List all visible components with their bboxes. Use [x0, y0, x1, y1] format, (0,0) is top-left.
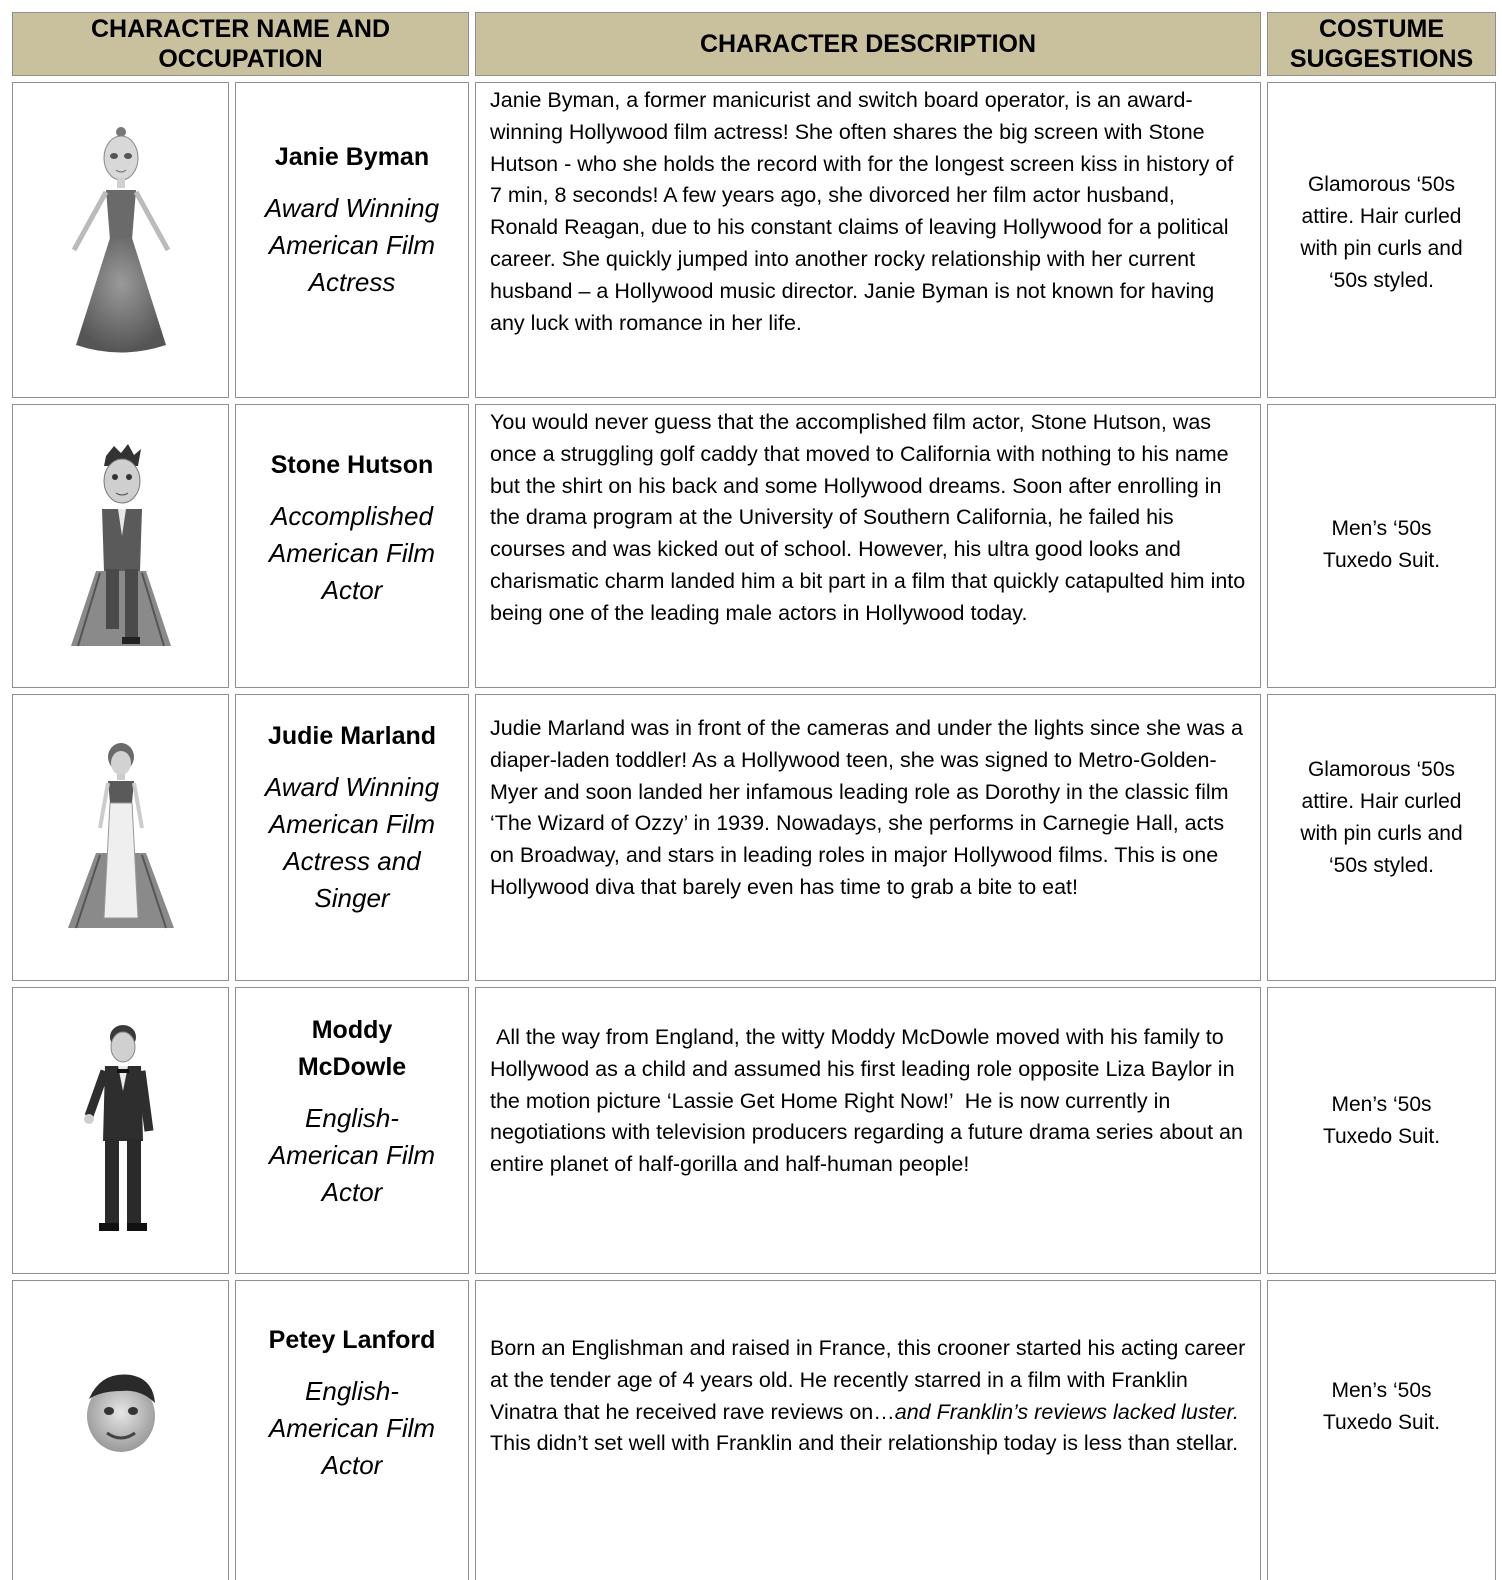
costume-suggestion: Glamorous ‘50s attire. Hair curled with pin curls and ‘50s styled. — [1300, 757, 1463, 877]
costume-suggestion: Men’s ‘50s Tuxedo Suit. — [1322, 1092, 1441, 1148]
character-name-cell — [235, 987, 469, 1274]
man-in-tuxedo-figure-icon — [71, 1021, 171, 1241]
character-portrait-cell — [12, 694, 229, 981]
character-portrait-cell — [12, 987, 229, 1274]
costume-suggestion-cell — [1267, 694, 1496, 981]
character-name: Moddy McDowle — [297, 1016, 407, 1081]
character-name-cell — [235, 694, 469, 981]
character-description: Janie Byman, a former manicurist and switch board operator, is an award-winning Hollywood film actress! She often shares the big screen with Stone Hutson - who she holds the record with for the longest screen kiss in history of 7 min, 8 seconds! A few years ago, she divorced her film actor husband, Ronald Reagan, due to his constant claims of leaving Hollywood for a political career. She quickly jumped into another rocky relationship with her current husband – a Hollywood music director. Janie Byman is not known for having any luck with romance in her life. — [490, 88, 1234, 335]
character-description: Judie Marland was in front of the cameras and under the lights since she was a diaper-laden toddler! As a Hollywood teen, she was signed to Metro-Golden-Myer and soon landed her infamous leading role as Dorothy in the classic film ‘The Wizard of Ozzy’ in 1939. Nowadays, she performs in Carnegie Hall, acts on Broadway, and stars in leading roles in major Hollywood films. This is one Hollywood diva that barely even has time to grab a bite to eat! — [490, 716, 1243, 899]
character-description: All the way from England, the witty Moddy McDowle moved with his family to Hollywood as a child and assumed his first leading role opposite Liza Baylor in the motion picture ‘Lassie Get Home Right Now!’ He is now currently in negotiations with television producers regarding a future drama series about an entire planet of half-gorilla and half-human people! — [490, 1025, 1249, 1177]
costume-suggestion-cell — [1267, 987, 1496, 1274]
character-occupation: English-American Film Actor — [268, 1103, 436, 1207]
character-name-cell — [235, 404, 469, 688]
character-description-cell — [475, 82, 1261, 398]
header-costume-suggestions — [1267, 12, 1496, 76]
character-occupation: Accomplished American Film Actor — [268, 501, 436, 605]
character-occupation: Award Winning American Film Actress and Singer — [264, 772, 440, 913]
character-description: You would never guess that the accomplished film actor, Stone Hutson, was once a struggling golf caddy that moved to California with nothing to his name but the shirt on his back and some Hollywood dreams. Soon after enrolling in the drama program at the University of Southern California, he failed his courses and was kicked out of school. However, his ultra good looks and charismatic charm landed him a bit part in a film that quickly catapulted him into being one of the leading male actors in Hollywood today. — [490, 410, 1246, 625]
header-description-label: CHARACTER DESCRIPTION — [699, 30, 1037, 58]
character-description-cell — [475, 1280, 1261, 1580]
character-name-cell — [235, 82, 469, 398]
man-on-red-carpet-figure-icon — [66, 441, 176, 651]
character-description-emphasis: and Franklin’s reviews lacked luster. — [894, 1399, 1239, 1424]
character-portrait-cell — [12, 82, 229, 398]
character-occupation: English-American Film Actor — [268, 1376, 436, 1480]
character-description-part: Born an Englishman and raised in France, this crooner started his acting career at the tender age of 4 years old. He recently starred in a film with Franklin Vinatra that he received rave reviews on… — [490, 1336, 1246, 1424]
costume-suggestion-cell — [1267, 404, 1496, 688]
character-name: Janie Byman — [274, 143, 430, 171]
woman-in-gown-figure-icon — [66, 120, 176, 360]
character-description-cell — [475, 987, 1261, 1274]
character-name: Stone Hutson — [270, 451, 434, 479]
character-description-part: This didn’t set well with Franklin and their relationship today is less than stellar. — [490, 1399, 1251, 1456]
costume-suggestion-cell — [1267, 82, 1496, 398]
costume-suggestion: Glamorous ‘50s attire. Hair curled with pin curls and ‘50s styled. — [1300, 173, 1463, 292]
character-name: Petey Lanford — [268, 1326, 436, 1354]
header-name-occupation — [12, 12, 469, 76]
character-portrait-cell — [12, 404, 229, 688]
character-name: Judie Marland — [267, 722, 437, 750]
character-portrait-cell — [12, 1280, 229, 1580]
character-occupation: Award Winning American Film Actress — [264, 193, 440, 297]
costume-suggestion: Men’s ‘50s Tuxedo Suit. — [1322, 1379, 1441, 1434]
costume-suggestion: Men’s ‘50s Tuxedo Suit. — [1322, 517, 1441, 572]
header-name-occupation-label: CHARACTER NAME AND OCCUPATION — [90, 15, 391, 73]
character-description-cell — [475, 404, 1261, 688]
character-description-cell — [475, 694, 1261, 981]
header-character-description — [475, 12, 1261, 76]
character-name-cell — [235, 1280, 469, 1580]
costume-suggestion-cell — [1267, 1280, 1496, 1580]
woman-on-red-carpet-figure-icon — [66, 743, 176, 933]
header-costume-label: COSTUME SUGGESTIONS — [1289, 15, 1474, 73]
man-face-portrait-icon — [71, 1361, 171, 1461]
